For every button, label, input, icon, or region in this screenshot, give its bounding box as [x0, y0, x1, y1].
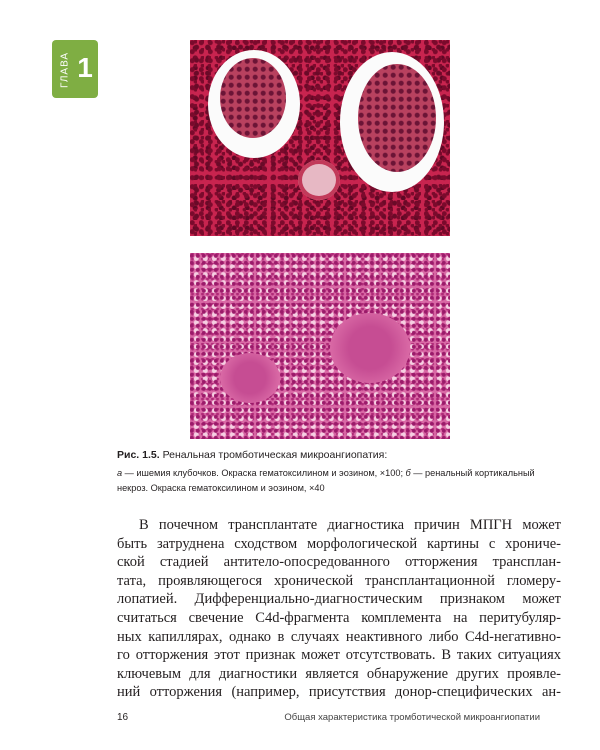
figure-caption-text — [117, 466, 557, 496]
necrotic-focus — [330, 313, 410, 383]
body-line: ний отторжения (например, присутствия донор-специфических ан- — [117, 684, 561, 701]
chapter-number: 1 — [77, 52, 93, 83]
micrograph-b — [190, 253, 450, 439]
body-line: лопатией. Дифференциально-диагностическим признаком может — [117, 591, 561, 608]
body-paragraph — [117, 516, 561, 702]
figure-title: Ренальная тромботическая микроангиопатия: — [162, 449, 388, 461]
body-line: ных капиллярах, однако в случаях неактивного либо C4d-негативно- — [117, 628, 561, 645]
chapter-word: ГЛАВА — [59, 51, 71, 89]
body-line: го отторжения этот признак может отсутствовать. В таких ситуациях — [117, 647, 561, 664]
caption-b-marker: б — [405, 468, 411, 478]
body-line: быть затруднена сходством морфологической картины с хрониче- — [117, 535, 561, 552]
caption-a-marker: а — [117, 468, 123, 478]
chapter-tab — [52, 40, 98, 98]
figure-label: Рис. 1.5. — [117, 449, 160, 461]
micrograph-a — [190, 40, 450, 236]
body-line: ской стадией антитело-опосредованного отторжения трансплан- — [117, 554, 561, 571]
running-title: Общая характеристика тромботической микроангиопатии — [284, 712, 540, 723]
glomerulus-right — [358, 64, 436, 172]
necrotic-focus — [220, 353, 280, 403]
caption-b-text-1: — ренальный кортикальный — [410, 468, 535, 478]
page-number: 16 — [117, 712, 129, 723]
caption-b-text-2: некроз. Окраска гематоксилином и эозином, ×40 — [117, 483, 325, 493]
arteriole — [298, 160, 340, 200]
figure-caption-title — [117, 449, 557, 461]
body-line: ключевым для диагностики является обнаружение других проявле- — [117, 665, 561, 682]
glomerulus-left — [220, 58, 286, 138]
body-line: считаться свечение C4d-фрагмента комплемента на перитубуляр- — [117, 609, 561, 626]
body-line: В почечном трансплантате диагностика причин МПГН может — [139, 517, 561, 533]
body-line: тата, проявляющегося хронической трансплантационной гломеру- — [117, 572, 561, 589]
caption-a-text: — ишемия клубочков. Окраска гематоксилином и эозином, ×100; — [122, 468, 406, 478]
